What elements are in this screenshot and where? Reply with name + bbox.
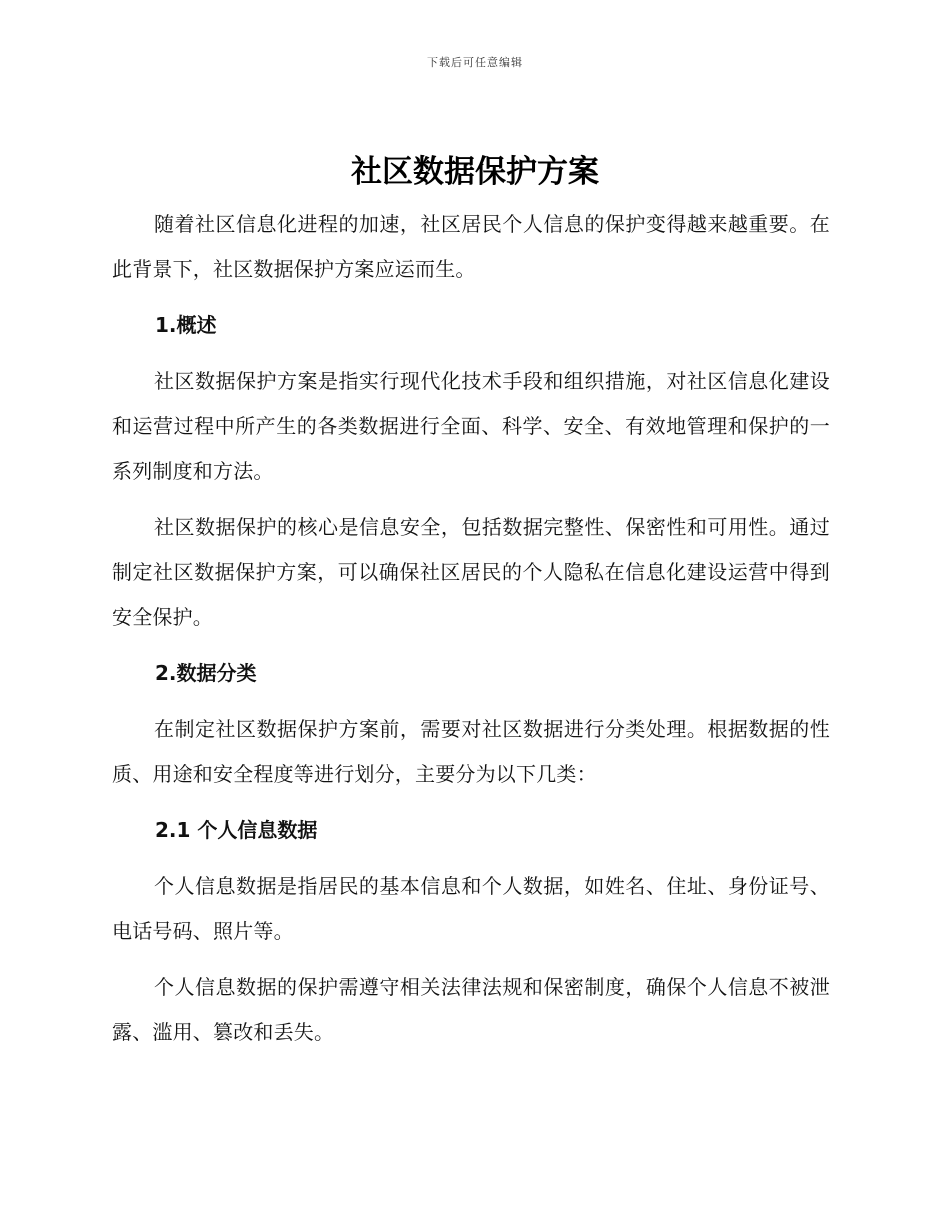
section-heading-data-classification: 2.数据分类: [155, 661, 257, 685]
overview-paragraph-2: 社区数据保护的核心是信息安全，包括数据完整性、保密性和可用性。通过制定社区数据保护方案，可以确保社区居民的个人隐私在信息化建设运营中得到安全保护。: [112, 515, 830, 629]
document-title: 社区数据保护方案: [351, 154, 599, 190]
intro-paragraph: 随着社区信息化进程的加速，社区居民个人信息的保护变得越来越重要。在此背景下，社区数据保护方案应运而生。: [112, 212, 830, 281]
section-heading-personal-info: 2.1 个人信息数据: [155, 818, 318, 842]
overview-paragraph-1: 社区数据保护方案是指实行现代化技术手段和组织措施，对社区信息化建设和运营过程中所产生的各类数据进行全面、科学、安全、有效地管理和保护的一系列制度和方法。: [112, 369, 830, 483]
document-body: [112, 202, 830, 1066]
section-heading-overview: 1.概述: [155, 313, 217, 337]
personal-info-paragraph-1: 个人信息数据是指居民的基本信息和个人数据，如姓名、住址、身份证号、电话号码、照片等。: [112, 874, 830, 943]
page-header-note: 下载后可任意编辑: [427, 56, 523, 69]
classification-paragraph: 在制定社区数据保护方案前，需要对社区数据进行分类处理。根据数据的性质、用途和安全程度等进行划分，主要分为以下几类：: [112, 717, 830, 786]
personal-info-paragraph-2: 个人信息数据的保护需遵守相关法律法规和保密制度，确保个人信息不被泄露、滥用、篡改和丢失。: [112, 975, 830, 1044]
